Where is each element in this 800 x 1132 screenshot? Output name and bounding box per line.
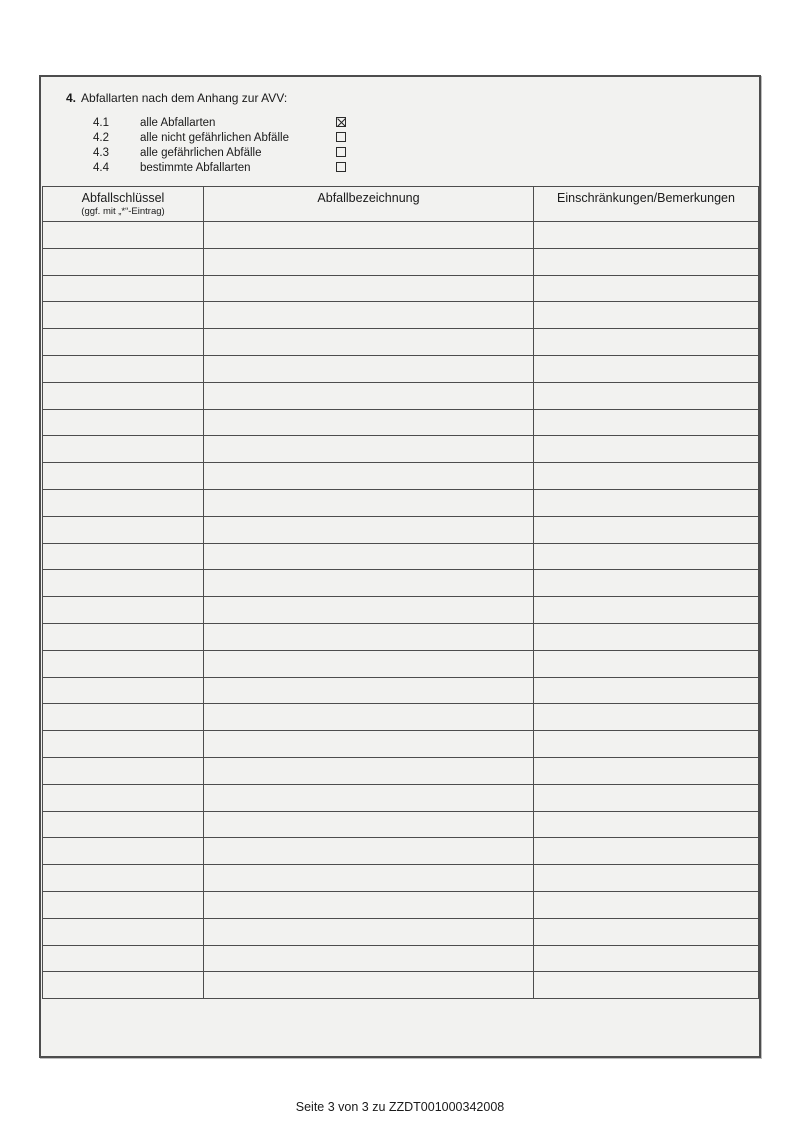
table-cell[interactable]: [534, 275, 759, 302]
table-row: [43, 811, 759, 838]
table-cell[interactable]: [204, 436, 534, 463]
checkbox-4.4[interactable]: [336, 162, 346, 172]
table-cell[interactable]: [534, 704, 759, 731]
option-number: 4.4: [93, 162, 109, 174]
checkbox-4.3[interactable]: [336, 147, 346, 157]
table-row: [43, 355, 759, 382]
table-cell[interactable]: [534, 731, 759, 758]
column-header-abfallbezeichnung: [204, 187, 534, 222]
column-header-title: Abfallbezeichnung: [317, 191, 420, 205]
table-cell[interactable]: [534, 436, 759, 463]
table-row: [43, 382, 759, 409]
section-title: Abfallarten nach dem Anhang zur AVV:: [81, 91, 288, 105]
table-cell[interactable]: [204, 757, 534, 784]
form-panel: [39, 75, 761, 1058]
table-row: [43, 704, 759, 731]
table-cell[interactable]: [204, 597, 534, 624]
table-row: [43, 329, 759, 356]
option-number: 4.1: [93, 117, 109, 129]
option-label: alle gefährlichen Abfälle: [140, 147, 262, 159]
table-cell[interactable]: [204, 784, 534, 811]
table-cell[interactable]: [534, 650, 759, 677]
table-cell[interactable]: [43, 275, 204, 302]
checkbox-4.2[interactable]: [336, 132, 346, 142]
table-cell[interactable]: [534, 489, 759, 516]
table-cell[interactable]: [204, 945, 534, 972]
waste-table-body: [43, 222, 759, 999]
table-cell[interactable]: [43, 650, 204, 677]
table-row: [43, 650, 759, 677]
table-cell[interactable]: [43, 329, 204, 356]
table-cell[interactable]: [43, 945, 204, 972]
table-cell[interactable]: [43, 409, 204, 436]
option-label: alle nicht gefährlichen Abfälle: [140, 132, 289, 144]
table-cell[interactable]: [43, 838, 204, 865]
option-number: 4.3: [93, 147, 109, 159]
table-cell[interactable]: [43, 811, 204, 838]
table-row: [43, 731, 759, 758]
section-number: 4.: [66, 91, 77, 105]
table-cell[interactable]: [534, 329, 759, 356]
table-cell[interactable]: [534, 623, 759, 650]
table-row: [43, 436, 759, 463]
table-cell[interactable]: [534, 784, 759, 811]
table-cell[interactable]: [534, 302, 759, 329]
table-cell[interactable]: [204, 677, 534, 704]
table-cell[interactable]: [204, 382, 534, 409]
table-cell[interactable]: [43, 463, 204, 490]
table-cell[interactable]: [534, 570, 759, 597]
table-cell[interactable]: [43, 436, 204, 463]
waste-type-option-row: [41, 131, 759, 146]
table-cell[interactable]: [534, 891, 759, 918]
table-row: [43, 838, 759, 865]
table-cell[interactable]: [534, 811, 759, 838]
table-cell[interactable]: [43, 784, 204, 811]
table-row: [43, 891, 759, 918]
table-cell[interactable]: [204, 543, 534, 570]
section-4-heading: [66, 91, 287, 105]
table-cell[interactable]: [43, 382, 204, 409]
table-cell[interactable]: [534, 409, 759, 436]
table-cell[interactable]: [43, 543, 204, 570]
table-cell[interactable]: [43, 677, 204, 704]
table-cell[interactable]: [534, 597, 759, 624]
table-cell[interactable]: [204, 248, 534, 275]
table-cell[interactable]: [534, 355, 759, 382]
table-row: [43, 489, 759, 516]
table-cell[interactable]: [534, 248, 759, 275]
table-cell[interactable]: [204, 891, 534, 918]
table-row: [43, 570, 759, 597]
table-row: [43, 677, 759, 704]
table-cell[interactable]: [43, 731, 204, 758]
table-cell[interactable]: [534, 516, 759, 543]
table-cell[interactable]: [534, 463, 759, 490]
table-cell[interactable]: [534, 918, 759, 945]
table-cell[interactable]: [43, 489, 204, 516]
table-cell[interactable]: [43, 972, 204, 999]
table-cell[interactable]: [43, 918, 204, 945]
waste-type-option-row: [41, 116, 759, 131]
option-number: 4.2: [93, 132, 109, 144]
table-cell[interactable]: [43, 623, 204, 650]
table-cell[interactable]: [534, 222, 759, 249]
column-header-subtitle: (ggf. mit „*“-Eintrag): [81, 206, 165, 217]
page-footer: Seite 3 von 3 zu ZZDT001000342008: [295, 1100, 505, 1114]
table-cell[interactable]: [534, 972, 759, 999]
column-header-title: Einschränkungen/Bemerkungen: [557, 191, 735, 205]
table-row: [43, 865, 759, 892]
table-cell[interactable]: [204, 918, 534, 945]
table-cell[interactable]: [43, 570, 204, 597]
table-cell[interactable]: [204, 972, 534, 999]
table-row: [43, 918, 759, 945]
table-cell[interactable]: [534, 382, 759, 409]
table-row: [43, 275, 759, 302]
table-cell[interactable]: [204, 811, 534, 838]
table-row: [43, 757, 759, 784]
table-row: [43, 409, 759, 436]
table-cell[interactable]: [204, 570, 534, 597]
table-cell[interactable]: [204, 222, 534, 249]
table-cell[interactable]: [534, 865, 759, 892]
table-header-row: [43, 187, 759, 222]
table-cell[interactable]: [534, 543, 759, 570]
table-cell[interactable]: [43, 248, 204, 275]
table-cell[interactable]: [534, 945, 759, 972]
table-cell[interactable]: [43, 757, 204, 784]
table-cell[interactable]: [204, 731, 534, 758]
table-row: [43, 597, 759, 624]
table-row: [43, 784, 759, 811]
waste-type-option-row: [41, 146, 759, 161]
table-cell[interactable]: [204, 489, 534, 516]
table-row: [43, 248, 759, 275]
table-cell[interactable]: [43, 865, 204, 892]
table-cell[interactable]: [534, 757, 759, 784]
table-cell[interactable]: [204, 704, 534, 731]
table-cell[interactable]: [204, 623, 534, 650]
table-cell[interactable]: [204, 355, 534, 382]
waste-type-option-row: [41, 161, 759, 176]
table-row: [43, 945, 759, 972]
table-row: [43, 972, 759, 999]
table-row: [43, 516, 759, 543]
table-row: [43, 463, 759, 490]
table-cell[interactable]: [43, 516, 204, 543]
table-row: [43, 543, 759, 570]
table-cell[interactable]: [204, 409, 534, 436]
column-header-title: Abfallschlüssel: [81, 191, 165, 205]
table-cell[interactable]: [204, 275, 534, 302]
table-cell[interactable]: [204, 302, 534, 329]
checkbox-4.1[interactable]: [336, 117, 346, 127]
table-row: [43, 623, 759, 650]
table-cell[interactable]: [43, 355, 204, 382]
table-row: [43, 222, 759, 249]
table-cell[interactable]: [43, 891, 204, 918]
option-label: bestimmte Abfallarten: [140, 162, 251, 174]
table-cell[interactable]: [43, 597, 204, 624]
table-cell[interactable]: [204, 329, 534, 356]
table-cell[interactable]: [534, 677, 759, 704]
table-cell[interactable]: [204, 865, 534, 892]
waste-types-table: [42, 186, 759, 999]
table-cell[interactable]: [204, 650, 534, 677]
table-cell[interactable]: [43, 704, 204, 731]
table-cell[interactable]: [43, 302, 204, 329]
table-cell[interactable]: [43, 222, 204, 249]
column-header-abfallschluessel: [43, 187, 204, 222]
option-label: alle Abfallarten: [140, 117, 216, 129]
column-header-einschraenkungen: [534, 187, 759, 222]
table-cell[interactable]: [204, 463, 534, 490]
table-row: [43, 302, 759, 329]
table-cell[interactable]: [204, 516, 534, 543]
table-cell[interactable]: [204, 838, 534, 865]
table-cell[interactable]: [534, 838, 759, 865]
